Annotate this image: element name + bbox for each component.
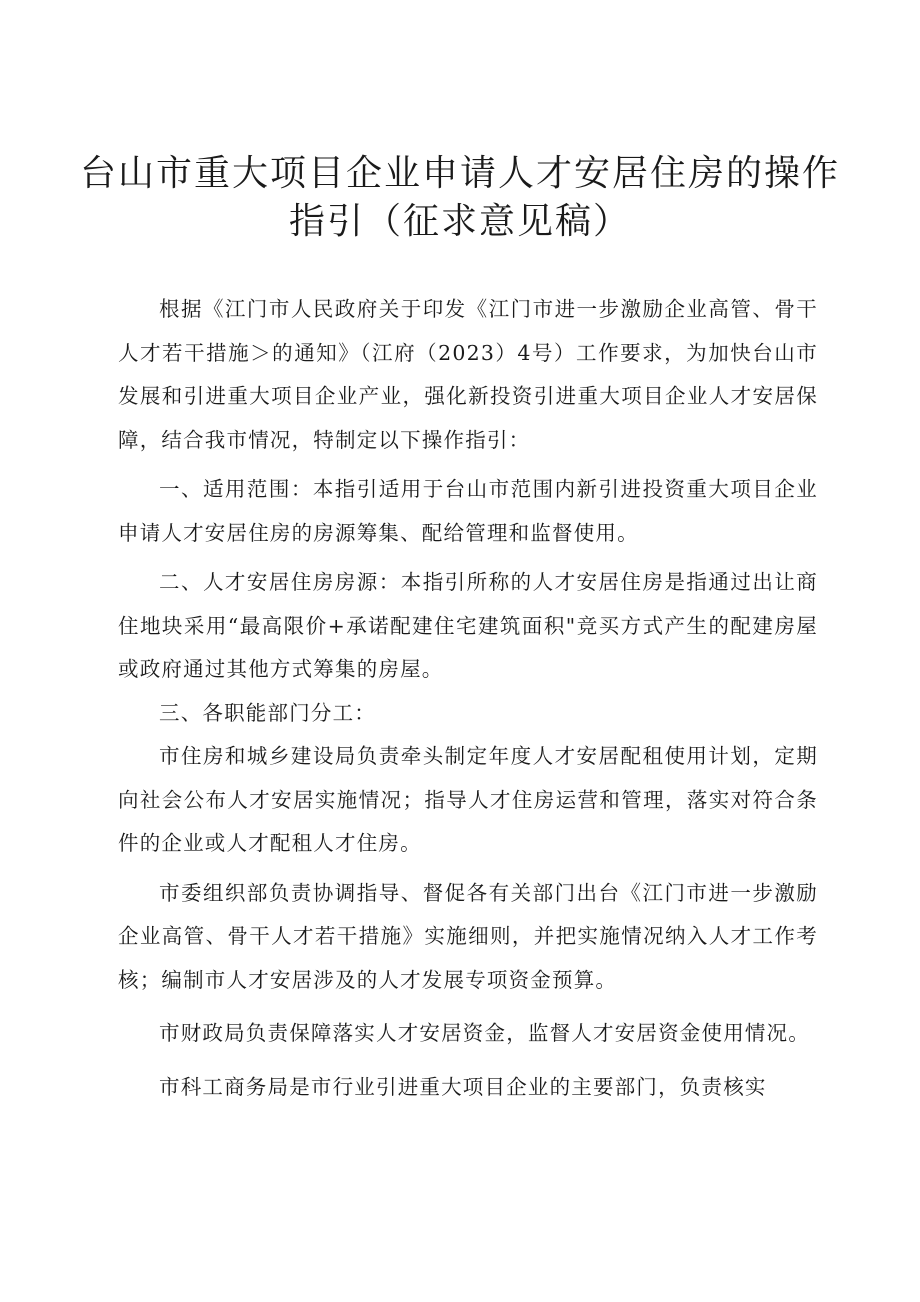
- paragraph-housing-source: 二、人才安居住房房源：本指引所称的人才安居住房是指通过出让商住地块采用“最高限价+承诺配建住宅建筑面积"竞买方式产生的配建房屋或政府通过其他方式筹集的房屋。: [118, 570, 818, 681]
- paragraph-scope: 一、适用范围：本指引适用于台山市范围内新引进投资重大项目企业申请人才安居住房的房源筹集、配给管理和监督使用。: [118, 477, 818, 545]
- paragraph-housing-bureau: 市住房和城乡建设局负责牵头制定年度人才安居配租使用计划，定期向社会公布人才安居实施情况；指导人才住房运营和管理，落实对符合条件的企业或人才配租人才住房。: [118, 744, 818, 855]
- paragraph-preamble: 根据《江门市人民政府关于印发《江门市进一步激励企业高管、骨干人才若干措施＞的通知》（江府（2023）4号）工作要求，为加快台山市发展和引进重大项目企业产业，强化新投资引进重大项目企业人才安居保障，结合我市情况，特制定以下操作指引：: [118, 297, 818, 452]
- document-title: [80, 150, 840, 246]
- paragraph-division-heading: 三、各职能部门分工：: [159, 700, 376, 725]
- title-line-1: 台山市重大项目企业申请人才安居住房的操作: [80, 153, 841, 194]
- paragraph-organization-dept: 市委组织部负责协调指导、督促各有关部门出台《江门市进一步激励企业高管、骨干人才若干措施》实施细则，并把实施情况纳入人才工作考核；编制市人才安居涉及的人才发展专项资金预算。: [118, 880, 818, 992]
- document-body: [118, 288, 818, 1109]
- title-line-2: 指引（征求意见稿）: [288, 201, 631, 242]
- paragraph-finance-bureau: 市财政局负责保障落实人才安居资金，监督人才安居资金使用情况。: [159, 1021, 810, 1045]
- paragraph-commerce-bureau: 市科工商务局是市行业引进重大项目企业的主要部门，负责核实: [159, 1074, 767, 1099]
